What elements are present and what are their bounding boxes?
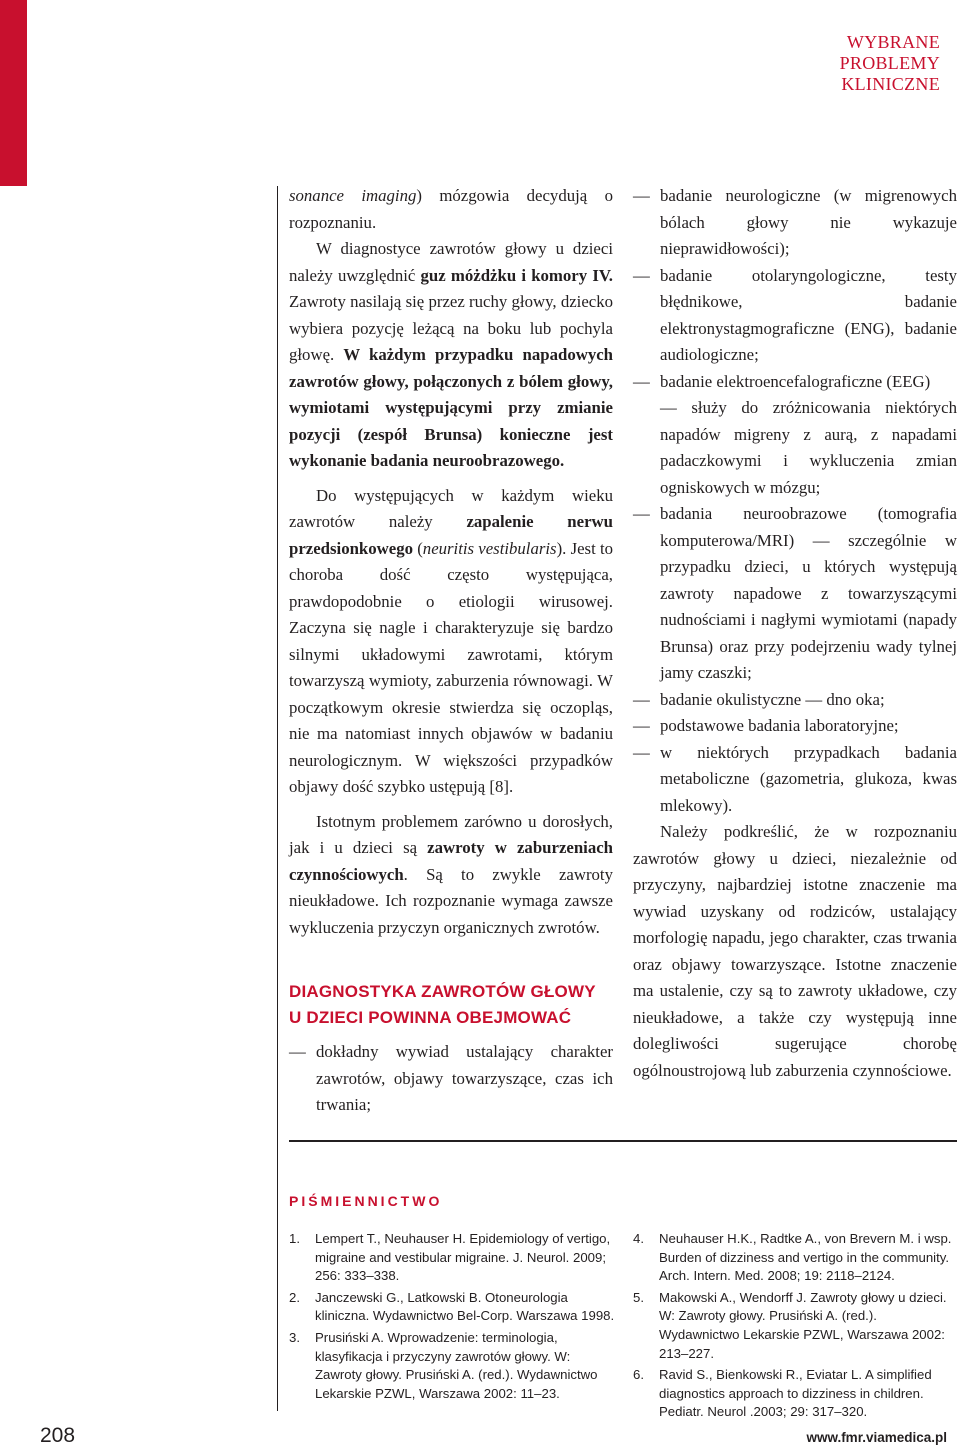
diagnostics-heading-line1: DIAGNOSTYKA ZAWROTÓW GŁOWY bbox=[289, 982, 596, 1001]
reference-number: 2. bbox=[289, 1289, 300, 1305]
reference-text: Neuhauser H.K., Radtke A., von Brevern M. i wsp. Burden of dizziness and vertigo in the community. Arch. Intern. Med. 2008; 19: 2118–2124. bbox=[659, 1231, 952, 1284]
reference-text: Lempert T., Neuhauser H. Epidemiology of vertigo, migraine and vestibular migraine. J. Neurol. 2009; 256: 333–338. bbox=[315, 1231, 611, 1284]
paragraph-3-text-b: ( bbox=[413, 538, 423, 558]
left-column bbox=[289, 183, 613, 1119]
page-number: 208 bbox=[40, 1424, 76, 1447]
references-left-list bbox=[289, 1230, 618, 1406]
reference-text: Ravid S., Bienkowski R., Eviatar L. A simplified diagnostics approach to dizziness in children. Pediatr. Neurol .2003; 29: 317–320. bbox=[659, 1367, 932, 1420]
references-title: PIŚMIENNICTWO bbox=[289, 1193, 443, 1209]
reference-item bbox=[633, 1230, 960, 1286]
paragraph-3-text-a: Do występujących w każdym wieku zawrotów należy bbox=[289, 485, 613, 531]
footer-url[interactable]: www.fmr.viamedica.pl bbox=[806, 1430, 947, 1445]
paragraph-2-bold-a: guz móżdżku i komory IV. bbox=[420, 265, 614, 285]
list-item-4: — badanie elektroencefalograficzne (EEG) bbox=[633, 369, 957, 396]
paragraph-4-text-b: . Są to zwykle zawroty nieukładowe. Ich rozpoznanie wymaga zawsze wykluczenia przyczyn organicznych zwrotów. bbox=[289, 864, 613, 937]
paragraph-3-italic: neuritis vestibularis bbox=[422, 538, 557, 558]
reference-item bbox=[289, 1289, 618, 1326]
paragraph-3-bold: zapalenie nerwu przedsionkowego bbox=[289, 512, 613, 558]
section-title-line3: KLINICZNE bbox=[841, 74, 940, 94]
reference-number: 4. bbox=[633, 1231, 644, 1246]
paragraph-2-bold-b: W każdym przypadku napadowych zawrotów głowy, połączonych z bólem głowy, wymiotami występującymi przy zmianie pozycji (zespół Brunsa) konieczne jest wykonanie badania neuroobrazowego. bbox=[289, 345, 613, 470]
list-item-5: — badania neuroobrazowe (tomografia komputerowa/MRI) — szczególnie w przypadku dzieci, u których występują zawroty napadowe z towarzyszącymi nudnościami i nagłymi wymiotami (napady Brunsa) oraz przy podejrzeniu wady tylnej jamy czaszki; bbox=[633, 501, 957, 687]
paragraph-4-bold: zawroty w zaburzeniach czynnościowych bbox=[289, 838, 614, 884]
reference-number: 6. bbox=[633, 1367, 644, 1383]
red-accent-bar bbox=[0, 0, 27, 186]
paragraph-3 bbox=[289, 483, 613, 801]
vertical-divider bbox=[277, 186, 278, 1411]
list-item-1: — dokładny wywiad ustalający charakter zawrotów, objawy towarzyszące, czas ich trwania; bbox=[289, 1039, 613, 1119]
section-title bbox=[840, 32, 940, 95]
paragraph-2-text-a: W diagnostyce zawrotów głowy u dzieci należy uwzględnić bbox=[289, 239, 613, 285]
paragraph-4 bbox=[289, 809, 613, 942]
reference-number: 1. bbox=[289, 1231, 300, 1246]
closing-paragraph: Należy podkreślić, że w rozpoznaniu zawrotów głowy u dzieci, niezależnie od przyczyny, najbardziej istotne znaczenie ma wywiad uzyskany od rodziców, ustalający morfologię napadu, jego charakter, czas trwania oraz objawy towarzyszące. Istotne znaczenie ma ustalenie, czy są to zawroty układowe, czy nieukładowe, a także czy występują inne dolegliwości sugerujące chorobę ogólnoustrojową lub zaburzenia czynnościowe. bbox=[633, 822, 957, 1080]
list-item-8: — w niektórych przypadkach badania metaboliczne (gazometria, glukoza, kwas mlekowy). bbox=[633, 740, 957, 820]
reference-item bbox=[289, 1329, 618, 1403]
references-right-list bbox=[633, 1230, 960, 1425]
paragraph-1 bbox=[289, 183, 613, 236]
diagnostics-heading bbox=[289, 979, 613, 1031]
section-title-line2: PROBLEMY bbox=[839, 53, 940, 73]
right-column bbox=[633, 183, 957, 1084]
reference-item bbox=[633, 1289, 960, 1363]
reference-item bbox=[633, 1366, 960, 1422]
list-item-2: — badanie neurologiczne (w migrenowych bólach głowy nie wykazuje nieprawidłowości); bbox=[633, 183, 957, 263]
reference-item bbox=[289, 1230, 618, 1286]
reference-number: 5. bbox=[633, 1289, 644, 1305]
list-item-7: — podstawowe badania laboratoryjne; bbox=[633, 713, 957, 740]
paragraph-4-text-a: Istotnym problemem zarówno u dorosłych, jak i u dzieci są bbox=[289, 811, 613, 857]
paragraph-2 bbox=[289, 236, 613, 475]
section-title-line1: WYBRANE bbox=[846, 32, 940, 52]
paragraph-1-italic: sonance imaging bbox=[289, 186, 417, 205]
paragraph-1-text: ) mózgowia decydują o rozpoznaniu. bbox=[289, 186, 613, 232]
reference-number: 3. bbox=[289, 1329, 300, 1345]
list-item-3: — badanie otolaryngologiczne, testy błędnikowe, badanie elektronystagmograficzne (ENG), badanie audiologiczne; bbox=[633, 263, 957, 369]
paragraph-3-text-c: ). Jest to choroba dość często występująca, prawdopodobnie o etiologii wirusowej. Zaczyna się nagle i charakteryzuje się bardzo silnymi układowymi zawrotami, którym towarzyszą wymioty, zaburzenia równowagi. W początkowym okresie stwierdza się oczopląs, nie ma natomiast innych objawów w badaniu neurologicznym. W większości przypadków objawy dość szybko ustępują [8]. bbox=[289, 538, 613, 796]
list-item-4-continuation: — służy do zróżnicowania niektórych napadów migreny z aurą, z napadami padaczkowymi i wykluczenia zmian ogniskowych w mózgu; bbox=[660, 398, 957, 497]
reference-text: Prusiński A. Wprowadzenie: terminologia, klasyfikacja i przyczyny zawrotów głowy. W: Zawroty głowy. Prusiński A. (red.). Wydawnictwo Lekarskie PZWL, Warszawa 2002: 11–23. bbox=[315, 1329, 598, 1401]
reference-text: Janczewski G., Latkowski B. Otoneurologia kliniczna. Wydawnictwo Bel-Corp. Warszawa 1998. bbox=[315, 1289, 615, 1324]
paragraph-2-text-b: Zawroty nasilają się przez ruchy głowy, dziecko wybiera pozycję leżącą na boku lub pochyla głowę. bbox=[289, 292, 613, 364]
list-item-6: — badanie okulistyczne — dno oka; bbox=[633, 687, 957, 714]
references-divider bbox=[289, 1140, 957, 1142]
reference-text: Makowski A., Wendorff J. Zawroty głowy u dzieci. W: Zawroty głowy. Prusiński A. (red.). Wydawnictwo Lekarskie PZWL, Warszawa 2002: 213–227. bbox=[659, 1289, 947, 1361]
diagnostics-heading-line2: U DZIECI POWINNA OBEJMOWAĆ bbox=[289, 1008, 572, 1027]
